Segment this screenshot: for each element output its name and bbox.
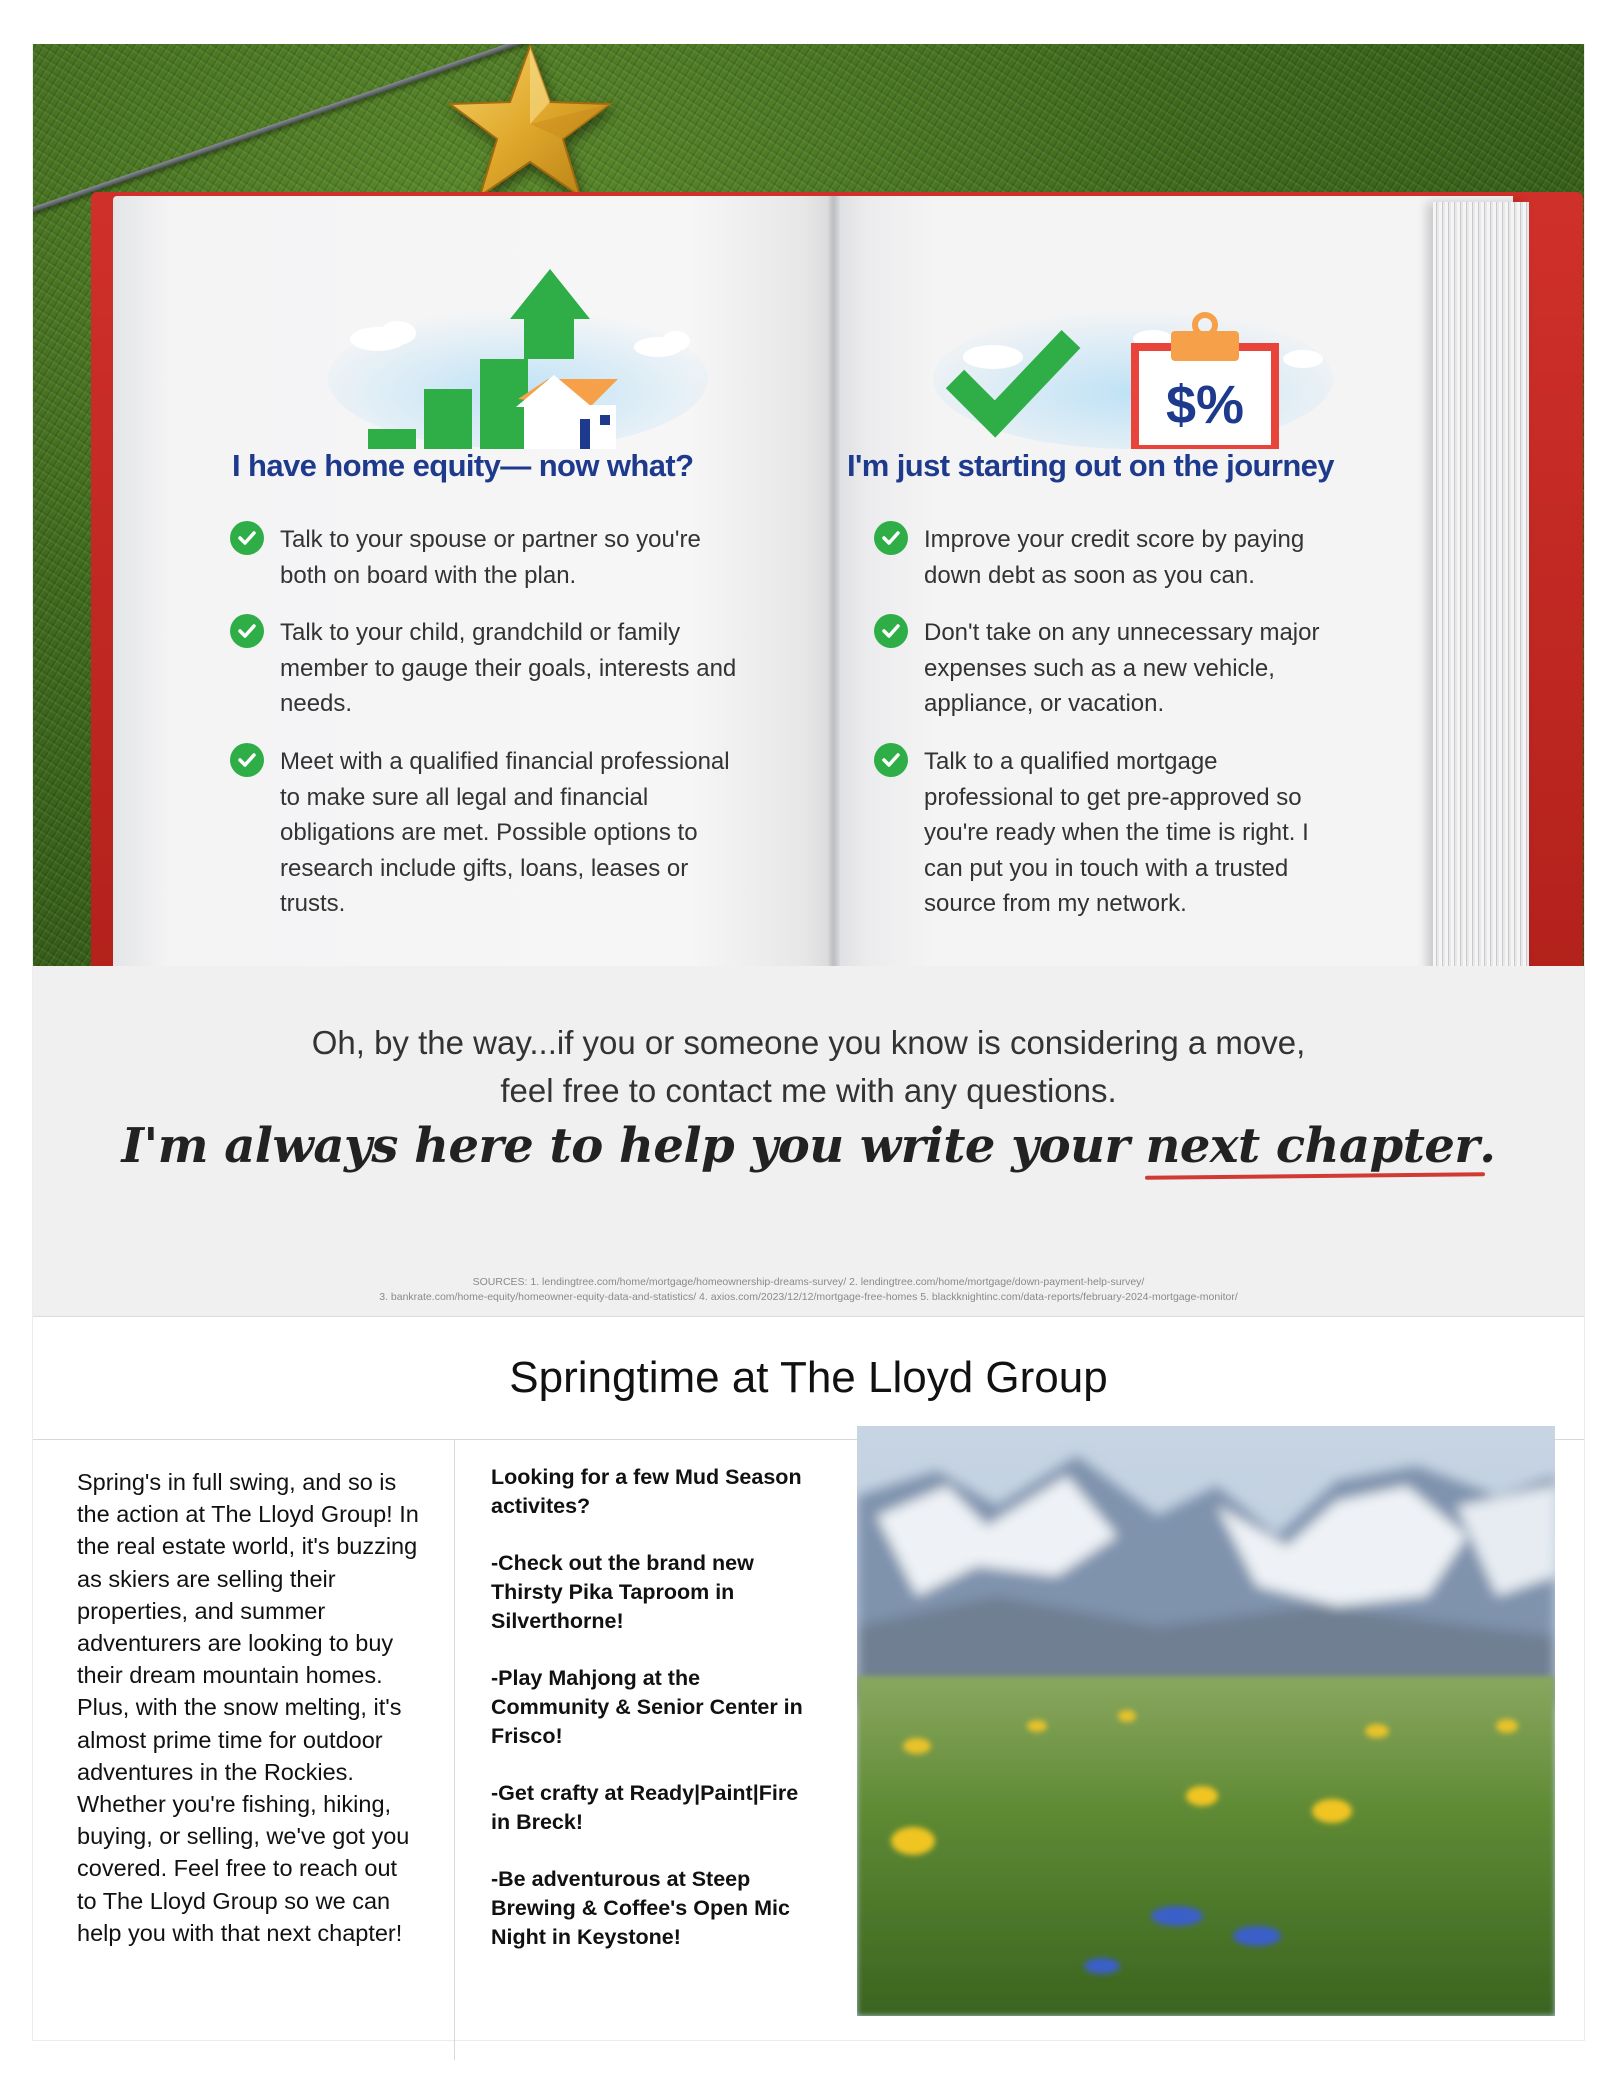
tagline-underlined: next chapter — [1145, 1118, 1480, 1174]
activities-intro: Looking for a few Mud Season activites? — [491, 1465, 802, 1518]
contact-line-1: Oh, by the way...if you or someone you know is considering a move, — [311, 1024, 1306, 1061]
book-gutter — [828, 196, 840, 966]
activities-list — [491, 1463, 811, 1980]
tip-text: Talk to your child, grandchild or family member to gauge their goals, interests and needs. — [280, 619, 737, 717]
tip-text: Talk to a qualified mortgage professional to get pre-approved so you're ready when the time is right. I can put you in touch with a trusted source from my network. — [924, 748, 1309, 917]
right-tip-3 — [874, 744, 1344, 922]
right-tip-1 — [874, 522, 1344, 593]
section-title: Springtime at The Lloyd Group — [33, 1316, 1584, 1440]
sources-line-1: SOURCES: 1. lendingtree.com/home/mortgage/homeownership-dreams-survey/ 2. lendingtree.com/home/mortgage/down-payment-help-survey/ — [472, 1276, 1145, 1288]
checkmark-icon — [230, 743, 264, 777]
mountain-meadow-photo — [857, 1426, 1555, 2016]
clipboard-checkmark-illustration — [933, 269, 1333, 449]
left-tip-1 — [230, 522, 750, 593]
left-column-heading: I have home equity— now what? — [232, 448, 694, 483]
activity-item: -Be adventurous at Steep Brewing & Coffee's Open Mic Night in Keystone! — [491, 1867, 790, 1949]
tagline-lead: I'm always here to help you write your — [121, 1118, 1146, 1174]
contact-band — [33, 966, 1584, 1317]
tip-text: Don't take on any unnecessary major expenses such as a new vehicle, appliance, or vacation. — [924, 619, 1320, 717]
checkmark-icon — [874, 521, 908, 555]
right-column-heading: I'm just starting out on the journey — [847, 448, 1334, 483]
checkmark-icon — [874, 614, 908, 648]
tagline — [33, 1118, 1584, 1174]
sources-line-2: 3. bankrate.com/home-equity/homeowner-equity-data-and-statistics/ 4. axios.com/2023/12/12/mortgage-free-homes 5. blackknightinc.com/data-reports/february-2024-mortgage-monitor/ — [379, 1291, 1238, 1303]
newsletter-frame — [32, 44, 1585, 2041]
tip-text: Improve your credit score by paying down debt as soon as you can. — [924, 526, 1305, 589]
right-tip-2 — [874, 615, 1344, 722]
checkmark-icon — [230, 614, 264, 648]
tagline-end: . — [1479, 1118, 1496, 1174]
tip-text: Talk to your spouse or partner so you're both on board with the plan. — [280, 526, 701, 589]
activity-item: -Check out the brand new Thirsty Pika Taproom in Silverthorne! — [491, 1551, 754, 1633]
clipboard-icon-text: $% — [1165, 375, 1245, 435]
checkmark-icon — [230, 521, 264, 555]
activity-item: -Play Mahjong at the Community & Senior Center in Frisco! — [491, 1666, 803, 1748]
star-icon — [445, 44, 615, 204]
tip-text: Meet with a qualified financial professional to make sure all legal and financial obligations are met. Possible options to research include gifts, loans, leases or trusts. — [280, 748, 730, 917]
activity-item: -Get crafty at Ready|Paint|Fire in Breck! — [491, 1781, 799, 1834]
hero-book-image — [33, 44, 1584, 966]
column-divider — [454, 1440, 455, 2060]
left-tip-3 — [230, 744, 750, 922]
intro-paragraph: Spring's in full swing, and so is the action at The Lloyd Group! In the real estate world, it's buzzing as skiers are selling their properties, and summer adventurers are looking to buy their dream mountain homes. Plus, with the snow melting, it's almost prime time for outdoor adventures in the Rockies. Whether you're fishing, hiking, buying, or selling, we've got you covered. Feel free to reach out to The Lloyd Group so we can help you with that next chapter! — [77, 1469, 419, 1946]
checkmark-icon — [874, 743, 908, 777]
contact-line-2: feel free to contact me with any questions. — [500, 1072, 1117, 1109]
house-growth-icon — [328, 269, 708, 449]
left-tip-2 — [230, 615, 750, 722]
book-page-edges — [1433, 202, 1529, 966]
